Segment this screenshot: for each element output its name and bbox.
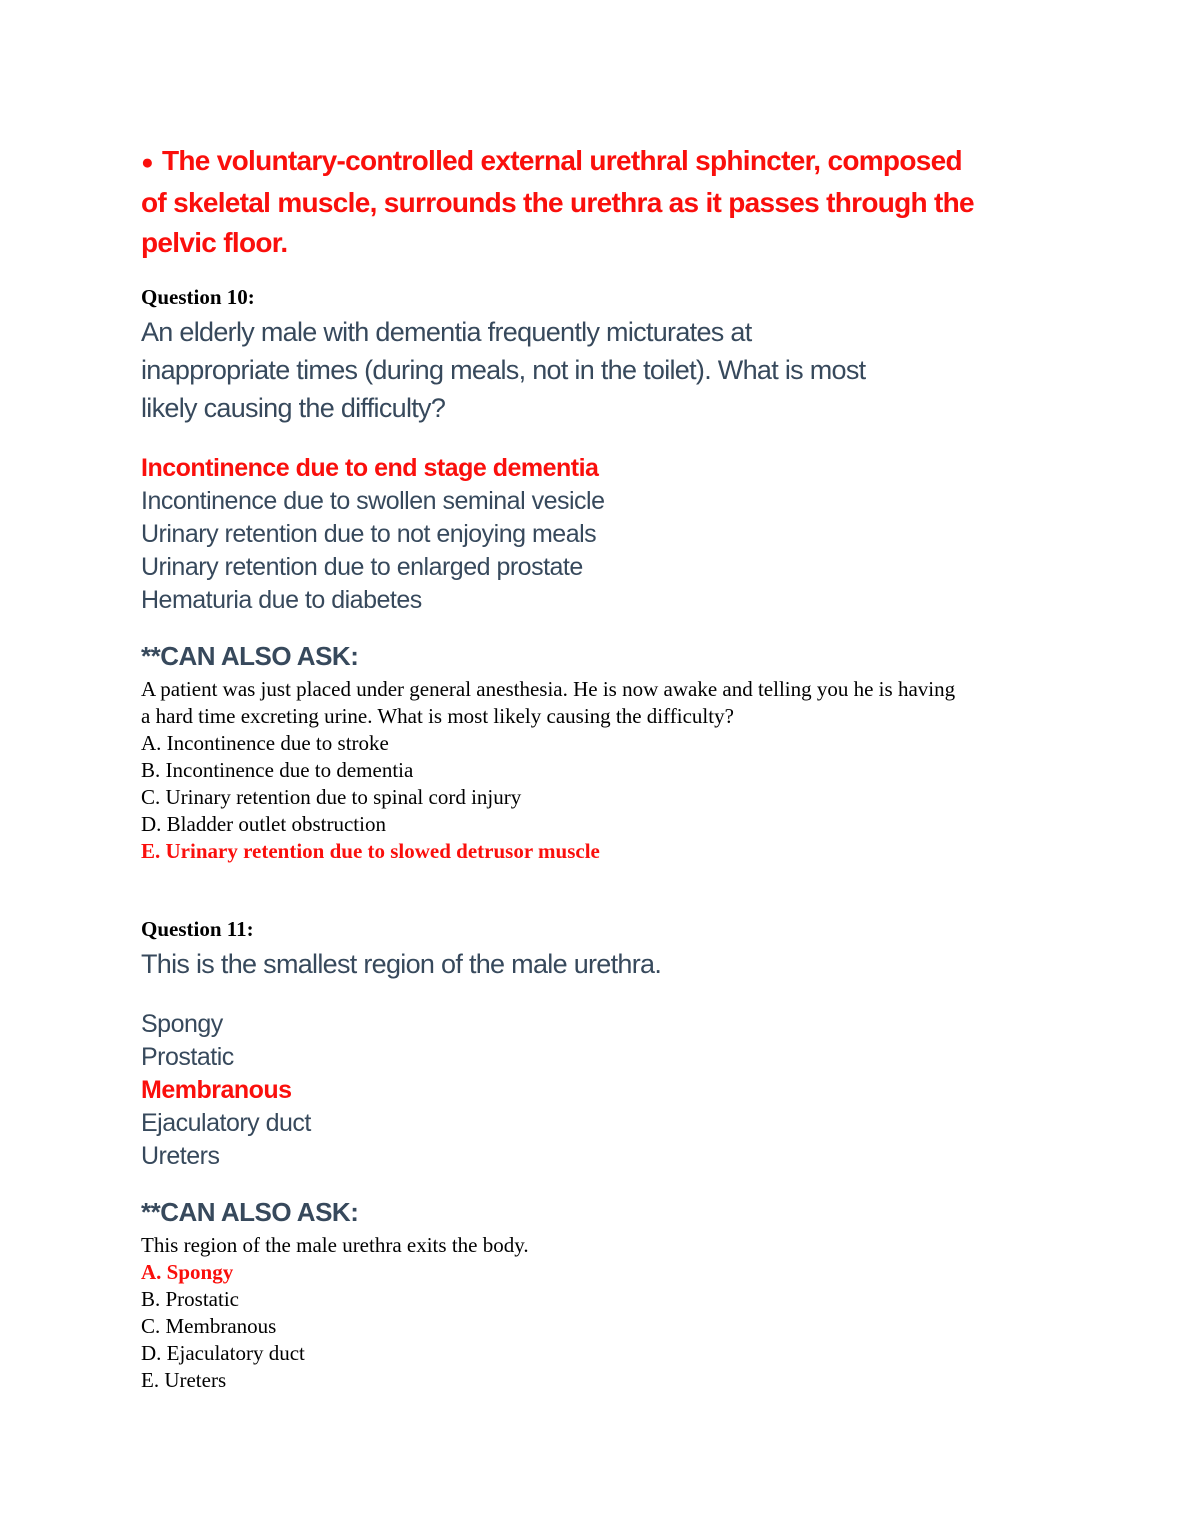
- answer-option: Hematuria due to diabetes: [141, 586, 422, 614]
- question-11-text: [141, 945, 1056, 983]
- question-10-text: [141, 313, 1056, 427]
- intro-note: [141, 141, 1056, 263]
- answer-option-correct: A. Spongy: [141, 1260, 234, 1284]
- answer-option: Ureters: [141, 1142, 220, 1170]
- can-also-ask-heading: **CAN ALSO ASK:: [141, 1197, 359, 1227]
- answer-option: B. Incontinence due to dementia: [141, 758, 414, 782]
- answer-option: Urinary retention due to not enjoying meals: [141, 520, 597, 548]
- answer-option-correct: Incontinence due to end stage dementia: [141, 454, 599, 482]
- can-also-ask-question-line: a hard time excreting urine. What is most likely causing the difficulty?: [141, 704, 734, 728]
- document-content: [141, 0, 1056, 1394]
- question-10-text-line: inappropriate times (during meals, not in the toilet). What is most: [141, 355, 866, 385]
- answer-option: Spongy: [141, 1010, 223, 1038]
- answer-option-correct: E. Urinary retention due to slowed detrusor muscle: [141, 839, 600, 863]
- question-11-options: [141, 1008, 1056, 1173]
- answer-option: B. Prostatic: [141, 1287, 239, 1311]
- answer-option: Urinary retention due to enlarged prostate: [141, 553, 583, 581]
- question-11-label: Question 11:: [141, 917, 254, 941]
- question-11-text-line: This is the smallest region of the male urethra.: [141, 949, 662, 979]
- answer-option: C. Urinary retention due to spinal cord injury: [141, 785, 522, 809]
- answer-option: C. Membranous: [141, 1314, 277, 1338]
- can-also-ask-options: [141, 1259, 1056, 1394]
- answer-option-correct: Membranous: [141, 1076, 292, 1104]
- answer-option: Incontinence due to swollen seminal vesicle: [141, 487, 605, 515]
- can-also-ask-question-line: This region of the male urethra exits the body.: [141, 1233, 529, 1257]
- can-also-ask-question: [141, 1232, 1056, 1259]
- can-also-ask-heading: **CAN ALSO ASK:: [141, 641, 359, 671]
- intro-note-line: of skeletal muscle, surrounds the urethra as it passes through the: [141, 187, 974, 218]
- bullet-icon: ●: [141, 151, 153, 174]
- answer-option: D. Ejaculatory duct: [141, 1341, 305, 1365]
- answer-option: Prostatic: [141, 1043, 234, 1071]
- question-10-options: [141, 452, 1056, 617]
- answer-option: Ejaculatory duct: [141, 1109, 311, 1137]
- intro-note-line: pelvic floor.: [141, 227, 288, 258]
- answer-option: E. Ureters: [141, 1368, 227, 1392]
- intro-note-text: The voluntary-controlled external urethral sphincter, composed: [161, 145, 962, 176]
- can-also-ask-question: [141, 676, 1056, 730]
- intro-note-line: [141, 141, 1056, 183]
- answer-option: D. Bladder outlet obstruction: [141, 812, 386, 836]
- can-also-ask-options: [141, 730, 1056, 865]
- question-10-text-line: likely causing the difficulty?: [141, 393, 446, 423]
- question-10-text-line: An elderly male with dementia frequently micturates at: [141, 317, 752, 347]
- answer-option: A. Incontinence due to stroke: [141, 731, 389, 755]
- question-10-label: Question 10:: [141, 285, 255, 309]
- can-also-ask-question-line: A patient was just placed under general anesthesia. He is now awake and telling you he is having: [141, 677, 956, 701]
